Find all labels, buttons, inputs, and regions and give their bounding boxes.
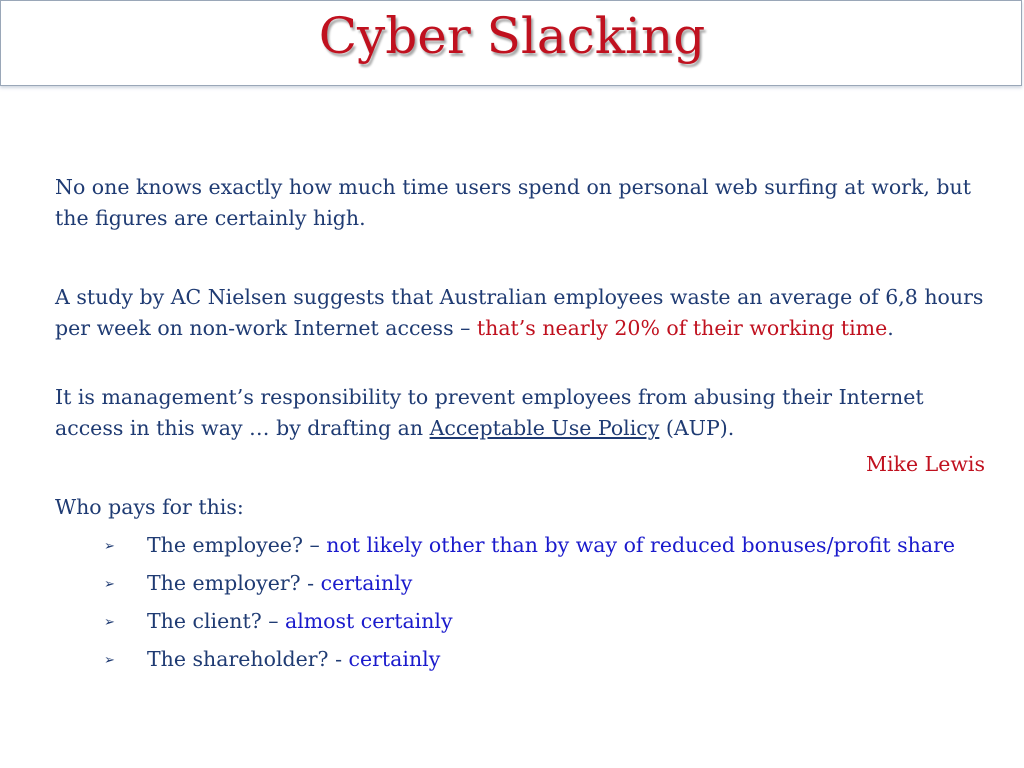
- arrow-bullet-icon: ➢: [104, 653, 115, 668]
- bullet-question: The employee? –: [147, 533, 327, 557]
- arrow-bullet-icon: ➢: [104, 577, 115, 592]
- management-end: (AUP).: [659, 416, 735, 440]
- study-highlight: that’s nearly 20% of their working time: [476, 316, 888, 340]
- who-pays-heading: Who pays for this:: [55, 495, 244, 519]
- paragraph-intro: No one knows exactly how much time users spend on personal web surfing at work, but the figures are certainly high.: [55, 175, 971, 230]
- aup-link[interactable]: Acceptable Use Policy: [429, 416, 660, 440]
- management-text: It is management’s responsibility to prevent employees from abusing their Internet access in this way … by drafting an: [55, 385, 924, 440]
- arrow-bullet-icon: ➢: [104, 615, 115, 630]
- bullet-answer: almost certainly: [284, 609, 453, 633]
- bullet-answer: certainly: [320, 571, 413, 595]
- bullet-answer: certainly: [348, 647, 441, 671]
- arrow-bullet-icon: ➢: [104, 539, 115, 554]
- bullet-list: [104, 530, 1004, 682]
- list-item: [104, 606, 1004, 644]
- paragraph-study: [55, 282, 990, 344]
- bullet-question: The shareholder? -: [147, 647, 349, 671]
- bullet-answer: not likely other than by way of reduced bonuses/profit share: [326, 533, 956, 557]
- paragraph-management: [55, 382, 990, 444]
- list-item: [104, 644, 1004, 682]
- bullet-question: The employer? -: [147, 571, 321, 595]
- slide-title: Cyber Slacking: [318, 7, 706, 65]
- study-text: A study by AC Nielsen suggests that Australian employees waste an average of 6,8 hours per week on non-work Internet access –: [55, 285, 984, 340]
- bullet-question: The client? –: [147, 609, 285, 633]
- study-end: .: [887, 316, 894, 340]
- title-bar: [0, 0, 1022, 86]
- list-item: [104, 530, 1004, 568]
- list-item: [104, 568, 1004, 606]
- attribution: Mike Lewis: [866, 452, 985, 476]
